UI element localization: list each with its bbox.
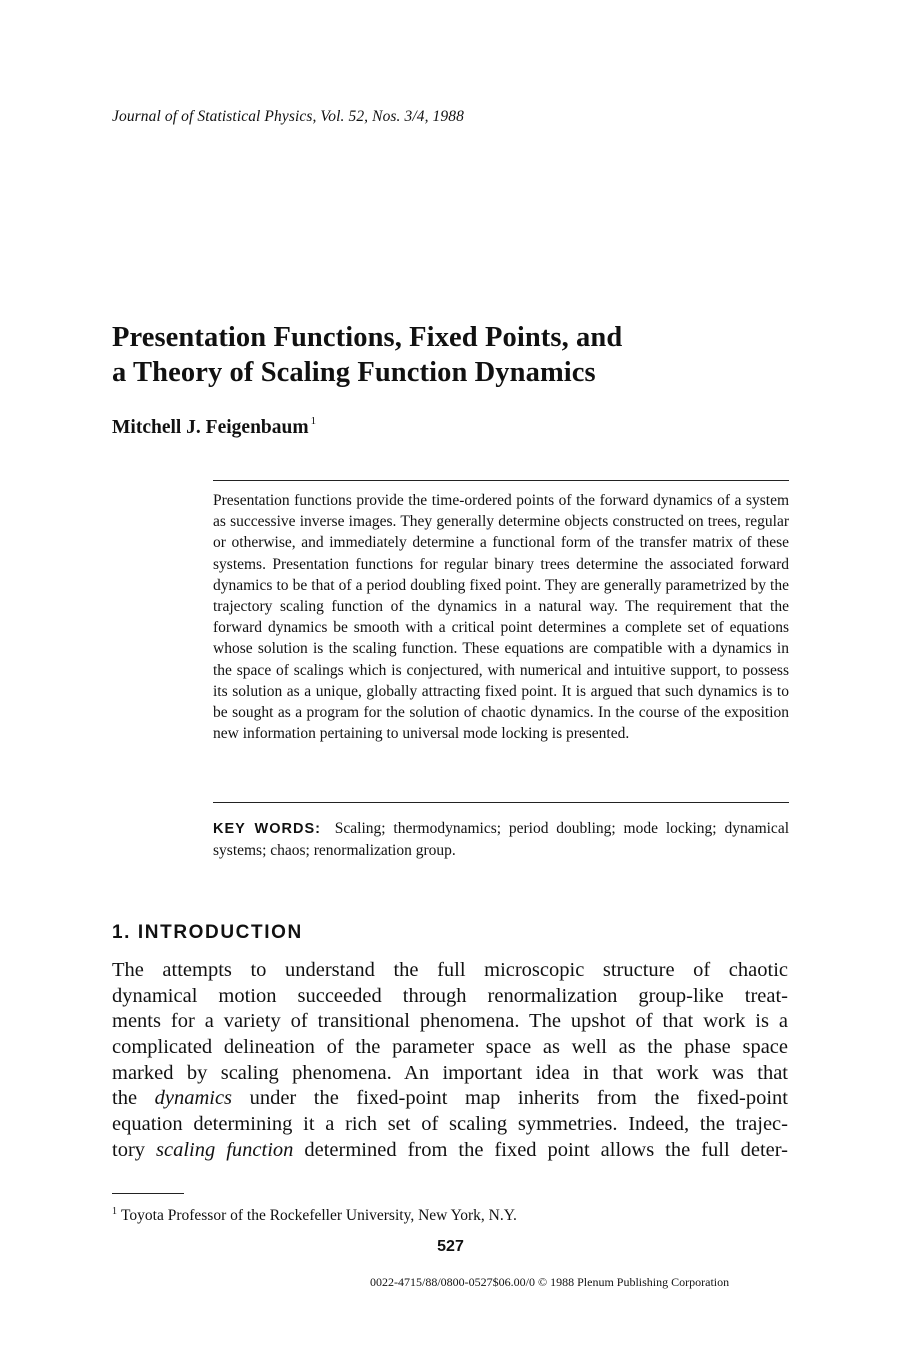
title-line-1: Presentation Functions, Fixed Points, and [112,322,623,353]
article-title [112,320,812,390]
intro-line: marked by scaling phenomena. An important idea in that work was that [112,1061,788,1084]
intro-line [112,1086,788,1112]
footnote-text: Toyota Professor of the Rockefeller University, New York, N.Y. [121,1207,517,1224]
intro-line: The attempts to understand the full microscopic structure of chaotic [112,959,788,981]
intro-line: dynamical motion succeeded through renormalization group-like treat- [112,984,788,1007]
title-line-2: a Theory of Scaling Function Dynamics [112,357,596,388]
intro-line: ments for a variety of transitional phenomena. The upshot of that work is a [112,1010,788,1033]
emphasis-dynamics: dynamics [154,1087,233,1110]
intro-text: tory [112,1138,157,1161]
intro-text: the [112,1087,155,1110]
abstract-top-rule [213,480,789,481]
abstract-bottom-rule [213,802,789,803]
intro-text: under the fixed-point map inherits from the fixed-point [232,1087,788,1110]
footnote-mark: 1 [112,1206,117,1217]
section-heading: 1. INTRODUCTION [112,922,303,943]
author-line [112,415,316,439]
footnote-rule [112,1193,184,1194]
keywords-label: KEY WORDS: [213,821,321,837]
intro-text: determined from the fixed point allows the full deter- [293,1138,789,1161]
journal-citation: Journal of of Statistical Physics, Vol. 52, Nos. 3/4, 1988 [112,108,464,125]
author-name: Mitchell J. Feigenbaum [112,417,309,438]
footnote [112,1206,517,1225]
author-footnote-mark: 1 [310,415,317,427]
intro-line [112,1138,788,1164]
copyright-line: 0022-4715/88/0800-0527$06.00/0 © 1988 Plenum Publishing Corporation [370,1275,730,1289]
intro-paragraph [112,958,788,1164]
keywords [213,818,789,861]
keywords-text: Scaling; thermodynamics; period doubling; mode locking; dynamical systems; chaos; renormalization group. [213,820,790,860]
intro-line: equation determining it a rich set of scaling symmetries. Indeed, the trajec- [112,1113,788,1136]
page-number: 527 [437,1238,464,1255]
intro-line: complicated delineation of the parameter space as well as the phase space [112,1036,788,1059]
abstract-text: Presentation functions provide the time-ordered points of the forward dynamics of a system as successive inverse images. They generally determine objects constructed on trees, regular or otherwise, and immediately determine a functional form of the transfer matrix of these systems. Presentation functions for regular binary trees determine the associated forward dynamics to be that of a period doubling fixed point. They are generally parametrized by the trajectory scaling function of the dynamics in a natural way. The requirement that the forward dynamics be smooth with a critical point determines a complete set of equations whose solution is the scaling function. These equations are compatible with a dynamics in the space of scalings which is conjectured, with numerical and intuitive support, to possess its solution as a unique, globally attracting fixed point. It is argued that such dynamics is to be sought as a program for the solution of chaotic dynamics. In the course of the exposition new information pertaining to universal mode locking is presented. [213,492,789,743]
emphasis-scaling-function: scaling function [156,1138,294,1161]
